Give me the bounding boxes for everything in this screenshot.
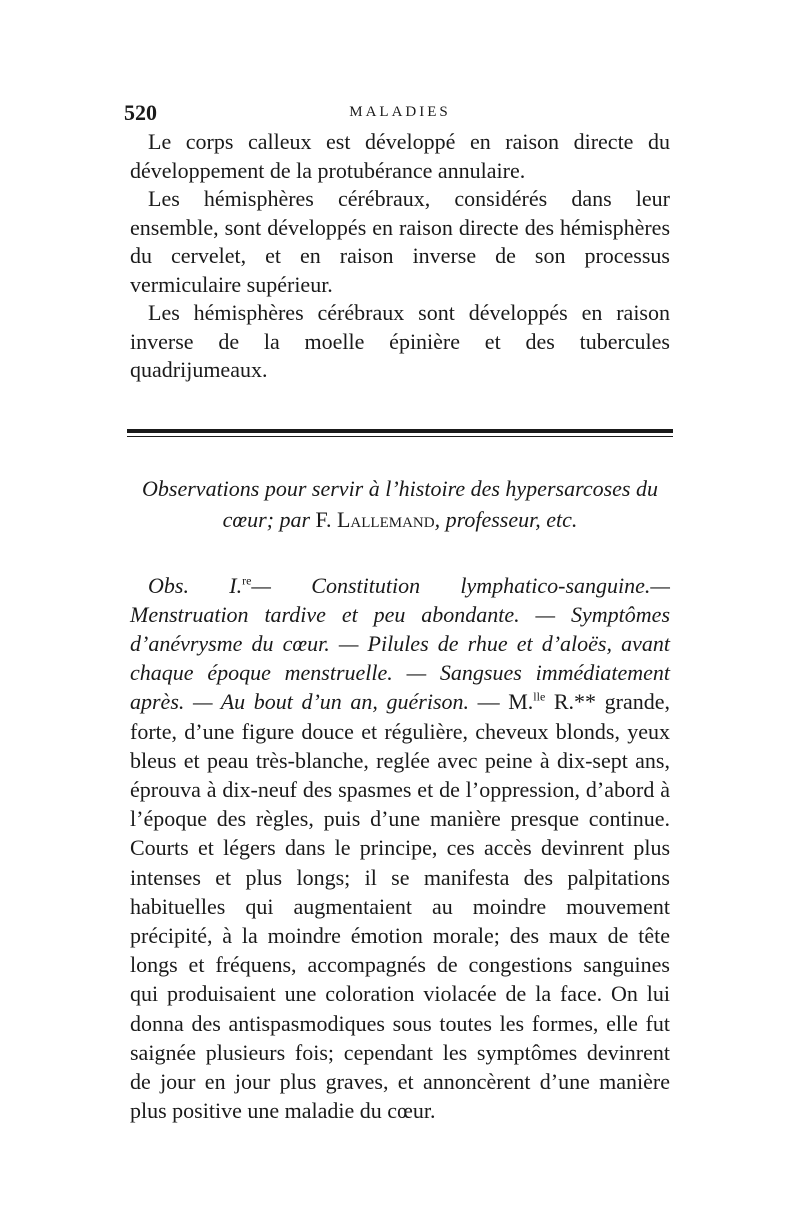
observation-summary: — Constitution lymphatico-sanguine.—Menstruation tardive et peu abondante. — Symptômes d’anévrysme du cœur. — Pilules de rhue et d’aloës, avant chaque époque menstruelle. — Sangsues immédiatement après. — Au bout d’un an, guérison. (130, 572, 670, 715)
article-title-line-2 (130, 504, 670, 535)
paragraph-hemispheres-cervelet: Les hémisphères cérébraux, considérés dans leur ensemble, sont développés en raison directe des hémisphères du cervelet, et en raison inverse de son processus vermiculaire supérieur. (130, 186, 670, 297)
patient-name: R.** (545, 689, 597, 715)
divider-thick-rule (127, 429, 673, 433)
divider-thin-rule (127, 436, 673, 437)
observation-label: Obs. I. (148, 572, 243, 598)
observation-body: grande, forte, d’une figure douce et régulière, cheveux blonds, yeux bleus et peau très-blanche, reglée avec peine à dix-sept ans, éprouva à dix-neuf des spasmes et de l’oppression, d’abord à l’époque des règles, puis d’une manière presque continue. Courts et légers dans le principe, ces accès devinrent plus intenses et plus longs; il se manifesta des palpitations habituelles qui augmentaient au moindre mouvement précipité, à la moindre émotion morale; des maux de tête longs et fréquens, accompagnés de congestions sanguines qui produisaient une coloration violacée de la face. On lui donna des antispasmodiques sous toutes les formes, elle fut saignée plusieurs fois; cependant les symptômes devinrent de jour en jour plus graves, et annoncèrent d’une manière plus positive une maladie du cœur. (130, 689, 671, 1124)
paragraph-corps-calleux: Le corps calleux est développé en raison directe du développement de la protubérance annulaire. (130, 129, 670, 183)
article-title-cont: cœur; par (222, 506, 316, 532)
running-title: MALADIES (349, 104, 451, 120)
paragraph-hemispheres-moelle: Les hémisphères cérébraux sont développés en raison inverse de la moelle épinière et des tubercules quadrijumeaux. (130, 300, 670, 382)
observation-label-sup: re (242, 573, 252, 588)
article-title-line-1: Observations pour servir à l’histoire des hypersarcoses du (142, 475, 658, 501)
patient-prefix: — M. (469, 689, 534, 715)
article-author-role: , professeur, etc. (434, 506, 578, 532)
observation-paragraph (130, 571, 670, 1126)
section-divider (127, 429, 673, 437)
running-head (124, 98, 670, 128)
page-number: 520 (124, 100, 157, 125)
patient-title-sup: lle (533, 689, 546, 704)
article-author: F. Lallemand (315, 506, 435, 532)
article-title (130, 473, 670, 535)
